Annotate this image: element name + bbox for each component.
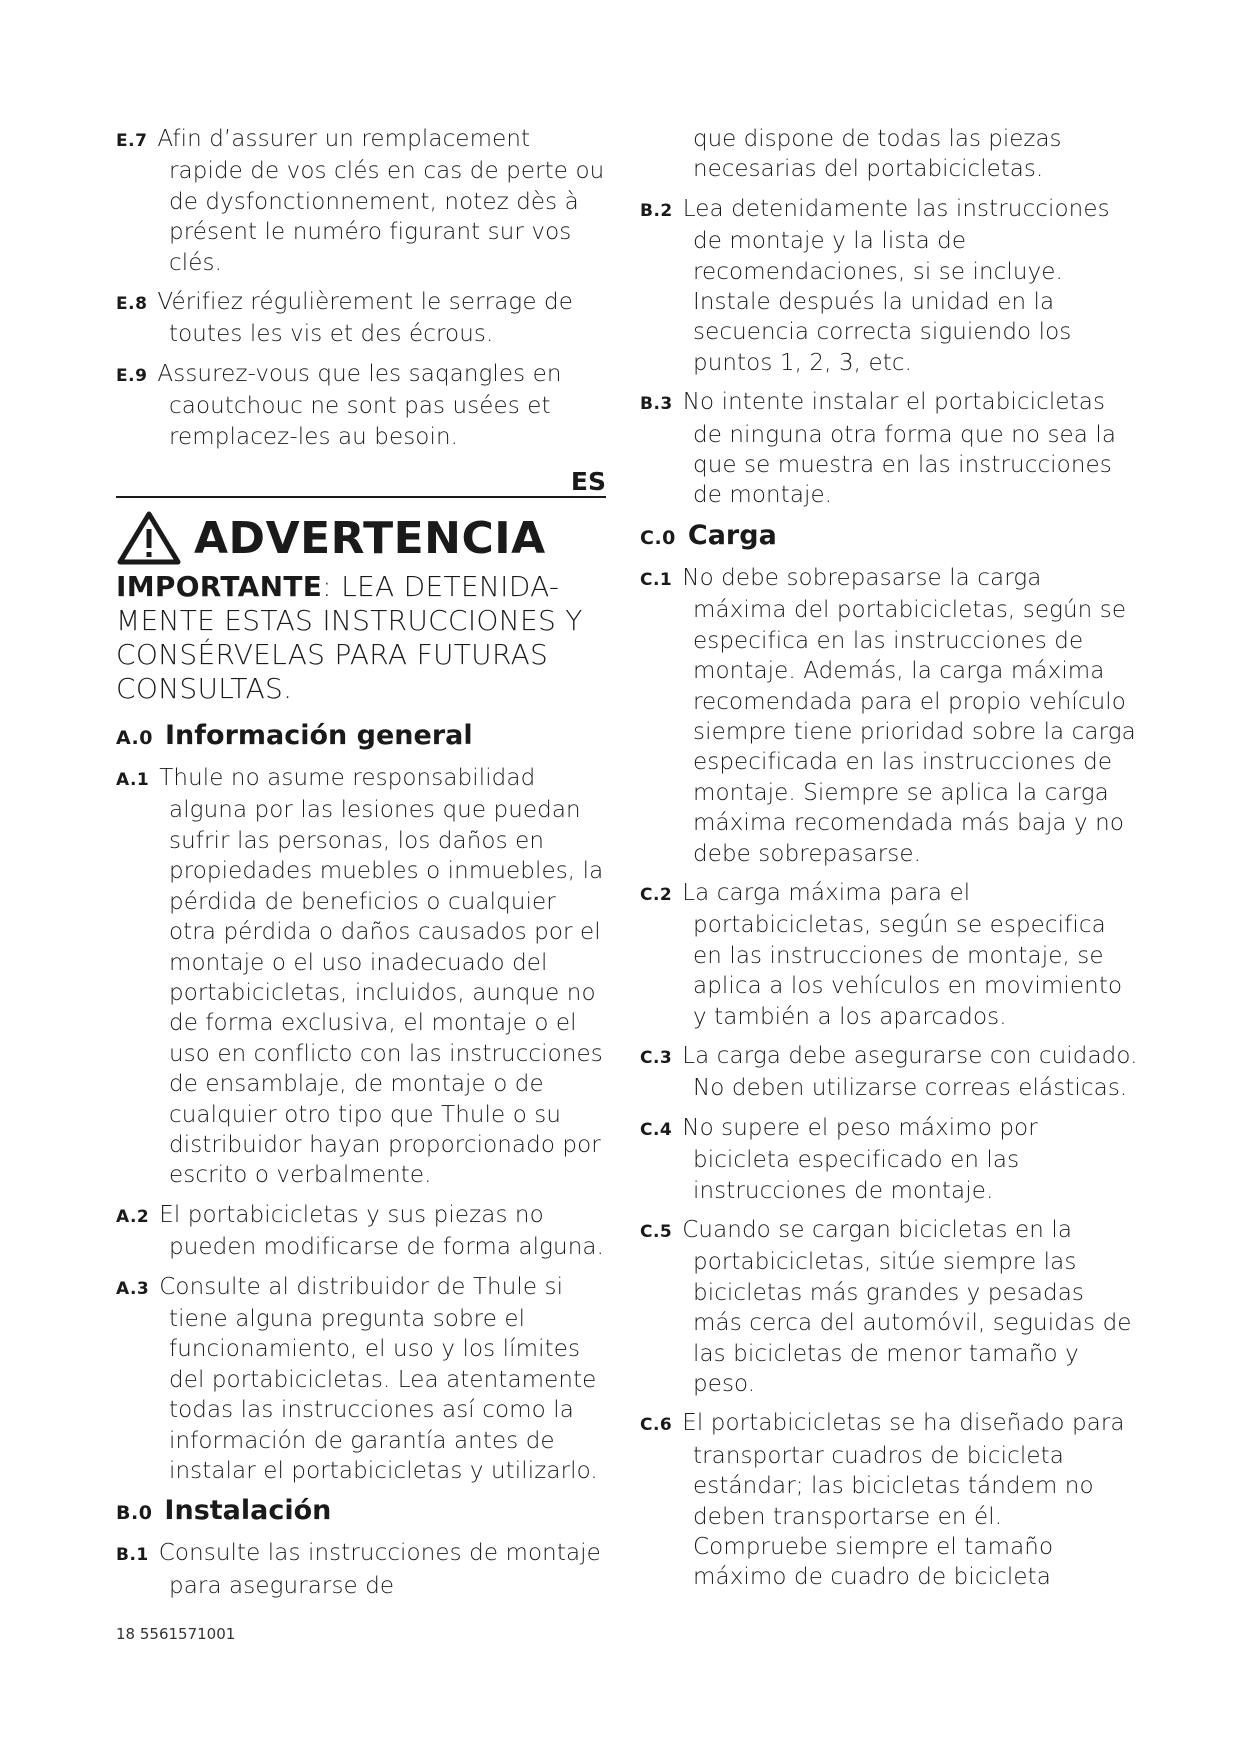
section-heading-general (116, 720, 606, 751)
important-text: : LEA DETENIDA-MENTE ESTAS INSTRUCCIONES Y CONSÉRVELAS PARA FUTURAS CONSULTAS. (116, 570, 583, 706)
item-text: No supere el peso máximo por bicicleta especificado en las instrucciones de montaje. (682, 1114, 1038, 1204)
warning-triangle-icon (116, 510, 182, 566)
list-item (640, 387, 1140, 511)
section-tag: B.0 (116, 1502, 153, 1525)
language-divider (116, 462, 606, 498)
important-notice (116, 570, 606, 706)
list-items-b-right (640, 194, 1140, 511)
item-text: Thule no asume responsabilidad alguna por las lesiones que puedan sufrir las personas, los daños en propiedades muebles o inmuebles, la pérdida de beneficios o cualquier otra pérdida o daños causados por el montaje o el uso inadecuado del portabicicletas, incluidos, aunque no de forma exclusiva, el montaje o el uso en conflicto con las instrucciones de ensamblaje, de montaje o de cualquier otro tipo que Thule o su distribuidor hayan proporcionado por escrito o verbalmente. (159, 765, 604, 1189)
item-text: La carga máxima para el portabicicletas, según se especifica en las instrucciones de montaje, se aplica a los vehículos en movimiento y también a los aparcados. (682, 879, 1123, 1030)
item-tag: B.1 (116, 1545, 149, 1566)
list-item (116, 1200, 606, 1263)
section-heading-load (640, 520, 1140, 551)
item-tag: B.3 (640, 394, 673, 415)
item-tag: B.2 (640, 200, 673, 221)
list-item (640, 563, 1140, 869)
item-text: Assurez-vous que les saqangles en caoutchouc ne sont pas usées et remplacez-les au besoin. (157, 360, 562, 450)
list-items-b-left (116, 1538, 606, 1601)
item-text: No intente instalar el portabicicletas de ninguna otra forma que no sea la que se muestra en las instrucciones de montaje. (682, 389, 1117, 509)
section-heading-installation (116, 1495, 606, 1526)
item-tag: C.4 (640, 1119, 673, 1140)
section-title: Carga (687, 519, 777, 551)
item-tag: C.5 (640, 1222, 673, 1242)
section-tag: A.0 (116, 727, 153, 750)
list-item (116, 1538, 606, 1601)
item-text: Consulte al distribuidor de Thule si tiene alguna pregunta sobre el funcionamiento, el uso y los límites del portabicicletas. Lea atentamente todas las instrucciones así como la información de garantía antes de instalar el portabicicletas y utilizarlo. (159, 1273, 598, 1484)
list-item (640, 1215, 1140, 1399)
list-items-a (116, 763, 606, 1486)
list-items-c (640, 563, 1140, 1593)
warning-heading (116, 510, 606, 566)
item-tag: A.3 (116, 1278, 150, 1299)
item-tag: C.1 (640, 569, 673, 590)
right-column (640, 124, 1140, 1602)
item-tag: E.9 (116, 365, 148, 386)
list-items-e (116, 124, 606, 452)
item-tag: A.1 (116, 770, 150, 791)
item-tag: C.6 (640, 1415, 673, 1436)
list-item (116, 763, 606, 1191)
list-item (640, 1113, 1140, 1206)
section-title: Información general (165, 720, 473, 752)
item-tag: C.3 (640, 1047, 673, 1068)
warning-title: ADVERTENCIA (194, 512, 546, 564)
page-number: 18 5561571001 (116, 1625, 236, 1643)
list-item (640, 878, 1140, 1032)
list-item (116, 124, 606, 278)
list-item (116, 287, 606, 350)
item-text: Cuando se cargan bicicletas en la portabicicletas, sitúe siempre las bicicletas más grandes y pesadas más cerca del automóvil, seguidas de las bicicletas de menor tamaño y peso. (682, 1217, 1132, 1398)
item-text: No debe sobrepasarse la carga máxima del portabicicletas, según se especifica en las instrucciones de montaje. Además, la carga máxima recomendada para el propio vehículo siempre tiene prioridad sobre la carga especificada en las instrucciones de montaje. Siempre se aplica la carga máxima recomendada más baja y no debe sobrepasarse. (682, 564, 1136, 867)
item-tag: C.2 (640, 884, 673, 905)
list-item (116, 359, 606, 452)
list-item (640, 194, 1140, 378)
item-text: El portabicicletas se ha diseñado para transportar cuadros de bicicleta estándar; las bicicletas tándem no deben transportarse en él. Compruebe siempre el tamaño máximo de cuadro de bicicleta (682, 1410, 1125, 1591)
b1-continuation: que dispone de todas las piezas necesarias del portabicicletas. (693, 126, 1062, 183)
important-label: IMPORTANTE (116, 570, 323, 604)
item-tag: A.2 (116, 1206, 150, 1227)
item-text: El portabicicletas y sus piezas no pueden modificarse de forma alguna. (159, 1201, 604, 1261)
list-item (640, 1041, 1140, 1104)
section-tag: C.0 (640, 526, 676, 549)
left-column (116, 124, 606, 1610)
item-text: Consulte las instrucciones de montaje para asegurarse de (158, 1540, 601, 1599)
item-text: Lea detenidamente las instrucciones de montaje y la lista de recomendaciones, si se incluye. Instale después la unidad en la secuencia correcta siguiendo los puntos 1, 2, 3, etc. (682, 195, 1110, 376)
language-code: ES (570, 467, 606, 497)
section-title: Instalación (164, 1495, 332, 1527)
item-text: Vérifiez régulièrement le serrage de toutes les vis et des écrous. (157, 289, 573, 348)
item-tag: E.7 (116, 131, 148, 151)
list-item (116, 1272, 606, 1487)
item-text: Afin d’assurer un remplacement rapide de vos clés en cas de perte ou de dysfonctionnement, notez dès à présent le numéro figurant sur vos clés. (157, 126, 605, 276)
item-tag: E.8 (116, 294, 148, 315)
list-item (640, 1408, 1140, 1592)
item-text: La carga debe asegurarse con cuidado. No deben utilizarse correas elásticas. (682, 1042, 1138, 1102)
